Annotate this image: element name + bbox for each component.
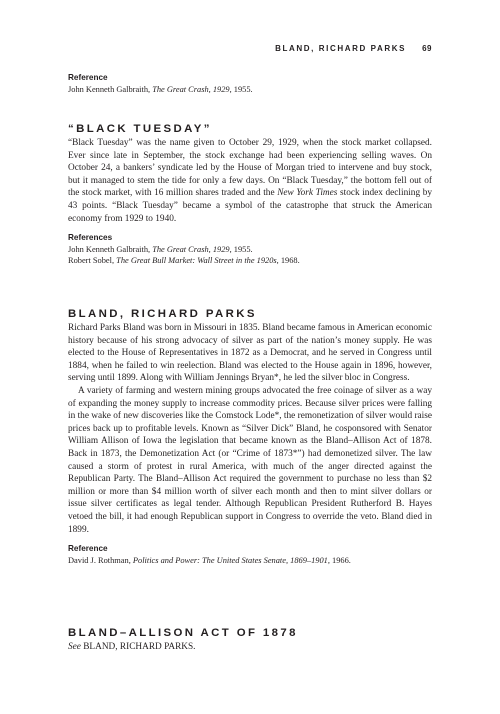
entry-paragraph: A variety of farming and western mining groups advocated the free coinage of silver as a way of expanding the money supply to increase commodity prices. Because silver prices were falling in the wake of new discoveries like the Comstock Lode*, the remonetization of silver would raise prices back up to profitable levels. Known as “Silver Dick” Bland, he cosponsored with Senator William Allison of Iowa the legislation that became known as the Bland–Allison Act of 1878. Back in 1873, the Demonetization Act (or “Crime of 1873*”) had demonetized silver. The law caused a storm of protest in rural America, with much of the anger directed against the Republican Party. The Bland–Allison Act required the government to purchase no less than $2 million or more than $4 million worth of silver each month and then to mint silver dollars or issue silver certificates as legal tender. Although Republican President Rutherford B. Hayes vetoed the bill, it had enough Republican support in Congress to override the veto. Bland died in 1899.	[68, 385, 432, 535]
reference-item: John Kenneth Galbraith, The Great Crash, 1929, 1955.	[68, 245, 253, 255]
entry-paragraph: “Black Tuesday” was the name given to October 29, 1929, when the stock market collapsed. Ever since late in September, the stock exchange had been experiencing selling waves. On October 24, a bankers’ syndicate led by the House of Morgan tried to intervene and buy stock, but it managed to stem the tide for only a few days. On “Black Tuesday,” the bottom fell out of the stock market, with 16 million shares traded and the New York Times stock index declining by 43 points. “Black Tuesday” became a symbol of the catastrophe that struck the American economy from 1929 to 1940.	[68, 138, 433, 224]
entry-title: BLAND–ALLISON ACT OF 1878	[68, 627, 298, 639]
reference-item: David J. Rothman, Politics and Power: The United States Senate, 1869–1901, 1966.	[68, 556, 351, 566]
entry-title: BLAND, RICHARD PARKS	[68, 308, 257, 320]
entry-paragraph: Richard Parks Bland was born in Missouri in 1835. Bland became famous in American economic history because of his strong advocacy of silver as part of the nation’s money supply. He was elected to the House of Representatives in 1872 as a Democrat, and he served in Congress until 1884, when he failed to win reelection. Bland was elected to the House again in 1896, however, serving until 1899. Along with William Jennings Bryan*, he led the silver bloc in Congress.	[68, 323, 432, 384]
entry-bland-allison	[68, 627, 432, 654]
entry-bland	[68, 308, 432, 566]
reference-heading: Reference	[68, 544, 108, 554]
reference-item: John Kenneth Galbraith, The Great Crash, 1929, 1955.	[68, 85, 253, 94]
see-reference: See BLAND, RICHARD PARKS.	[68, 642, 196, 652]
entry-black-tuesday	[68, 123, 432, 266]
reference-heading: Reference	[68, 73, 108, 82]
page-number: 69	[422, 44, 432, 53]
entry-title: “BLACK TUESDAY”	[68, 123, 212, 135]
running-head-title: BLAND, RICHARD PARKS	[275, 44, 407, 53]
references-heading: References	[68, 233, 113, 243]
top-reference	[68, 73, 432, 95]
running-head	[68, 44, 432, 53]
reference-item: Robert Sobel, The Great Bull Market: Wall Street in the 1920s, 1968.	[68, 256, 300, 266]
